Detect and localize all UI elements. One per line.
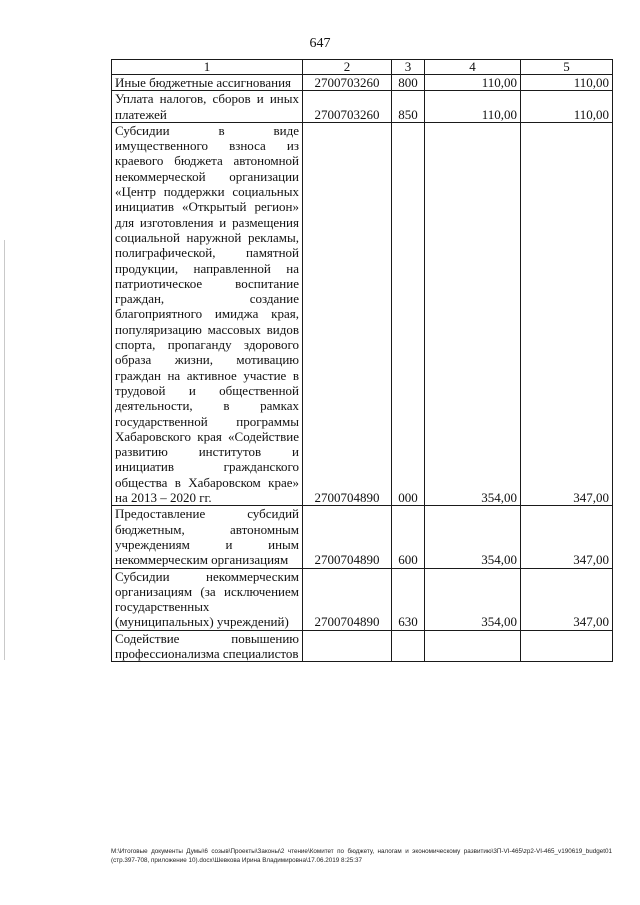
row-expense-type [392, 630, 425, 662]
header-col-5: 5 [521, 60, 613, 75]
table-row [112, 122, 613, 505]
row-expense-type: 600 [392, 506, 425, 568]
table-row [112, 506, 613, 568]
row-name: Уплата налогов, сборов и иных платежей [112, 91, 303, 123]
header-col-2: 2 [303, 60, 392, 75]
row-amount-1: 354,00 [425, 506, 521, 568]
row-amount-2: 347,00 [521, 506, 613, 568]
row-expense-type: 000 [392, 122, 425, 505]
page-number: 647 [309, 36, 331, 51]
row-name: Субсидии некоммерческим организациям (за исключением государственных (муниципальных) учреждений) [112, 568, 303, 630]
row-amount-1: 110,00 [425, 75, 521, 91]
row-name: Предоставление субсидий бюджетным, автономным учреждениям и иным некоммерческим организациям [112, 506, 303, 568]
row-code: 2700704890 [303, 122, 392, 505]
table-row [112, 568, 613, 630]
header-col-3: 3 [392, 60, 425, 75]
row-amount-2: 110,00 [521, 75, 613, 91]
row-expense-type: 800 [392, 75, 425, 91]
row-code: 2700704890 [303, 506, 392, 568]
row-amount-2 [521, 630, 613, 662]
row-expense-type: 850 [392, 91, 425, 123]
table-row [112, 630, 613, 662]
row-amount-2: 347,00 [521, 122, 613, 505]
row-name: Иные бюджетные ассигнования [112, 75, 303, 91]
row-code: 2700704890 [303, 568, 392, 630]
header-col-1: 1 [112, 60, 303, 75]
budget-table [111, 59, 613, 662]
row-code [303, 630, 392, 662]
row-amount-2: 347,00 [521, 568, 613, 630]
row-code: 2700703260 [303, 75, 392, 91]
row-amount-1: 354,00 [425, 568, 521, 630]
table-row [112, 91, 613, 123]
scan-edge-mark [4, 240, 5, 660]
row-name: Субсидии в виде имущественного взноса из краевого бюджета автономной некоммерческой организации «Центр поддержки социальных инициатив «Открытый регион» для изготовления и размещения социальной наружной рекламы, полиграфической, памятной продукции, направленной на патриотическое воспитание граждан, создание благоприятного имиджа края, популяризацию массовых видов спорта, пропаганду здорового образа жизни, мотивацию граждан на активное участие в трудовой и общественной деятельности, в рамках государственной программы Хабаровского края «Содействие развитию институтов и инициатив гражданского общества в Хабаровском крае» на 2013 – 2020 гг. [112, 122, 303, 505]
row-amount-1 [425, 630, 521, 662]
row-code: 2700703260 [303, 91, 392, 123]
table-header-row [112, 60, 613, 75]
row-amount-1: 354,00 [425, 122, 521, 505]
row-name: Содействие повышению профессионализма специалистов [112, 630, 303, 662]
header-col-4: 4 [425, 60, 521, 75]
row-expense-type: 630 [392, 568, 425, 630]
row-amount-1: 110,00 [425, 91, 521, 123]
row-amount-2: 110,00 [521, 91, 613, 123]
table-row [112, 75, 613, 91]
footer-file-path: M:\Итоговые документы Думы\6 созыв\Проекты\Законы\2 чтение\Комитет по бюджету, налогам и экономическому развитию\3П-VI-465\zp2-VI-465_v190619_budget01 (стр.397-708, приложение 10).docx\Шевкова Ирина Владимировна\17.06.2019 8:25:37 [111, 848, 612, 864]
